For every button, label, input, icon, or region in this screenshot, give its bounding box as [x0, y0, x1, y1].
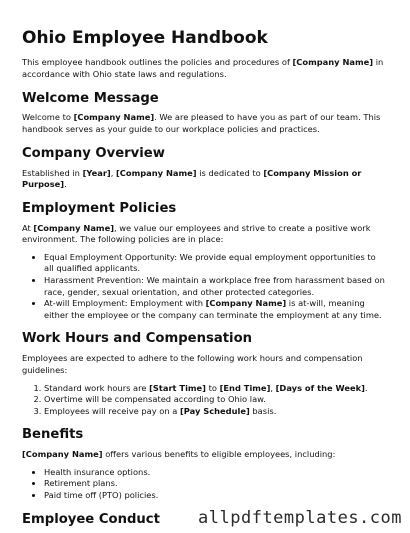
list-item: • Harassment Prevention: We maintain a workplace free from harassment based on race, gender, sexual orientation, and other protected categories. — [44, 275, 388, 298]
hours-paragraph: Employees are expected to adhere to the following work hours and compensation guidelines: — [22, 353, 363, 375]
hours-list — [22, 383, 388, 418]
welcome-heading: Welcome Message — [22, 90, 159, 106]
policies-list — [22, 252, 388, 322]
document-title: Ohio Employee Handbook — [22, 28, 268, 48]
watermark: allpdftemplates.com — [198, 508, 402, 528]
list-item: 2. Overtime will be compensated according to Ohio law. — [44, 394, 388, 406]
benefits-list — [22, 467, 388, 502]
overview-paragraph: Established in [Year], [Company Name] is dedicated to [Company Mission or Purpose]. — [22, 167, 362, 190]
list-item: 1. Standard work hours are [Start Time] to [End Time], [Days of the Week]. — [44, 383, 388, 395]
conduct-heading: Employee Conduct — [22, 511, 160, 527]
list-item: • Equal Employment Opportunity: We provide equal employment opportunities to all qualified applicants. — [44, 252, 388, 275]
welcome-paragraph: Welcome to [Company Name]. We are pleased to have you as part of our team. This handbook serves as your guide to our workplace policies and practices. — [22, 112, 381, 135]
list-item: • Paid time off (PTO) policies. — [44, 490, 388, 502]
benefits-heading: Benefits — [22, 427, 84, 443]
policies-heading: Employment Policies — [22, 200, 177, 216]
handbook-document — [22, 28, 388, 533]
list-item: • At-will Employment: Employment with [Company Name] is at-will, meaning either the employee or the company can terminate the employment at any time. — [44, 298, 388, 321]
list-item: 3. Employees will receive pay on a [Pay Schedule] basis. — [44, 406, 388, 418]
intro-paragraph: This employee handbook outlines the policies and procedures of [Company Name] in accordance with Ohio state laws and regulations. — [22, 57, 384, 79]
overview-heading: Company Overview — [22, 145, 165, 161]
hours-heading: Work Hours and Compensation — [22, 331, 253, 347]
list-item: • Health insurance options. — [44, 467, 388, 479]
benefits-paragraph: [Company Name] offers various benefits to eligible employees, including: — [22, 449, 336, 460]
list-item: • Retirement plans. — [44, 478, 388, 490]
policies-paragraph: At [Company Name], we value our employees and strive to create a positive work environment. The following policies are in place: — [22, 222, 371, 245]
